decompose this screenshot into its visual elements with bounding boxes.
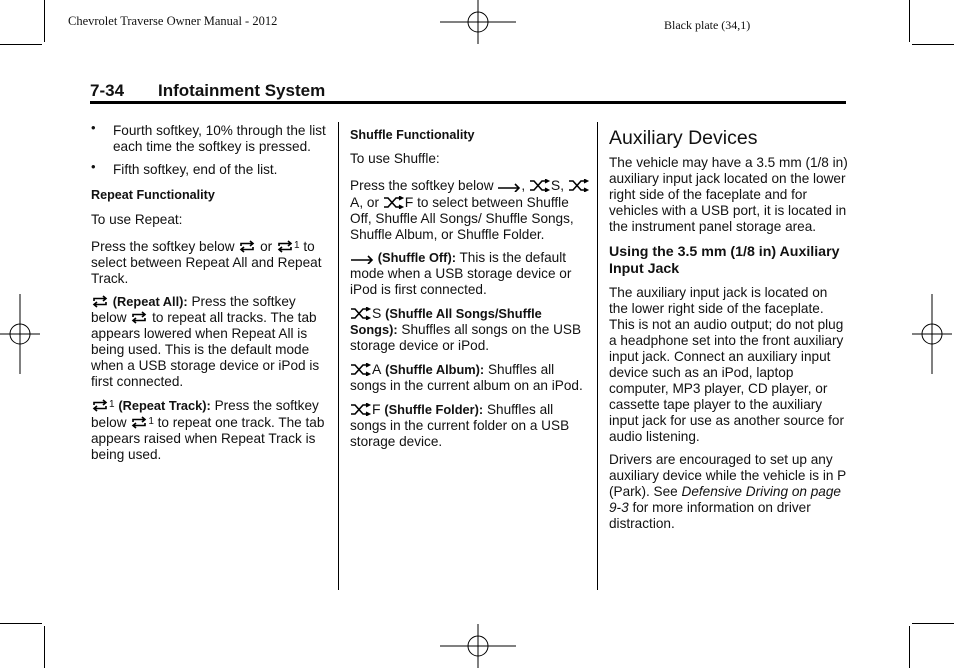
- repeat-icon: [91, 295, 109, 308]
- shuffle-album-icon: [568, 179, 590, 192]
- shuffle-off-icon: [350, 251, 374, 264]
- repeat-track-paragraph: $^1$ (Repeat Track): Press the softkey below $^1$ to repeat one track. The tab appears raised when Repeat Track is being used.: [91, 398, 325, 462]
- auxiliary-jack-heading: Using the 3.5 mm (1/8 in) Auxiliary Input Jack: [609, 244, 840, 277]
- column-2: [350, 127, 590, 450]
- shuffle-songs-icon: [529, 179, 551, 192]
- shuffle-intro: To use Shuffle:: [350, 151, 440, 166]
- shuffle-songs-icon: [350, 307, 372, 320]
- crop-mark: [912, 44, 954, 45]
- plate-label: Black plate (34,1): [664, 18, 751, 32]
- driver-paragraph: Drivers are encouraged to set up any auxiliary device while the vehicle is in P (Park). See Defensive Driving on page 9-3 for more information on driver distraction.: [609, 452, 847, 531]
- shuffle-folder-icon: [383, 196, 405, 209]
- column-divider: [597, 122, 598, 590]
- shuffle-album-paragraph: A (Shuffle Album): Shuffles all songs in the current album on an iPod.: [350, 361, 583, 393]
- repeat-one-icon: [91, 399, 109, 412]
- column-1: [91, 120, 327, 463]
- crop-mark: [912, 623, 954, 624]
- repeat-one-icon: [276, 240, 294, 253]
- column-3: [609, 127, 849, 532]
- shuffle-album-icon: [350, 363, 372, 376]
- crop-mark: [0, 623, 42, 624]
- auxiliary-devices-title: Auxiliary Devices: [609, 127, 758, 149]
- crop-mark: [0, 44, 42, 45]
- crop-mark: [909, 626, 910, 668]
- repeat-heading: Repeat Functionality: [91, 188, 215, 202]
- repeat-icon: [130, 311, 148, 324]
- shuffle-all-paragraph: S (Shuffle All Songs/Shuffle Songs): Shuffles all songs on the USB storage device or iPod.: [350, 305, 582, 353]
- cross-reference-link[interactable]: Defensive Driving on page 9-3: [609, 484, 841, 515]
- manual-title: Chevrolet Traverse Owner Manual - 2012: [68, 14, 278, 28]
- crop-mark: [909, 0, 910, 42]
- repeat-icon: [238, 240, 256, 253]
- shuffle-off-paragraph: (Shuffle Off): This is the default mode when a USB storage device or iPod is first connected.: [350, 250, 572, 297]
- section-title: Infotainment System: [158, 81, 326, 100]
- registration-mark-bottom: [440, 624, 516, 668]
- repeat-all-paragraph: (Repeat All): Press the softkey below to repeat all tracks. The tab appears lowered when Repeat All is being used. This is the default mode when a USB storage device or iPod is first connected.: [91, 294, 320, 389]
- crop-mark: [44, 626, 45, 668]
- repeat-intro: To use Repeat:: [91, 212, 183, 227]
- list-item: • Fifth softkey, end of the list.: [91, 159, 278, 177]
- column-divider: [338, 122, 339, 590]
- shuffle-heading: Shuffle Functionality: [350, 128, 475, 142]
- page-number: 7-34: [90, 81, 125, 100]
- auxiliary-jack-paragraph: The auxiliary input jack is located on the lower right side of the faceplate. This is not an audio output; do not plug a headphone set into the front auxiliary input jack. Connect an auxiliary input device such as an iPod, laptop computer, MP3 player, CD player, or cassette tape player to the auxiliary input jack for use as another source for audio listening.: [609, 285, 844, 444]
- shuffle-off-icon: [497, 179, 521, 192]
- repeat-paragraph: Press the softkey below or $^1$ to select between Repeat All and Repeat Track.: [91, 239, 322, 286]
- registration-mark-right: [912, 294, 952, 374]
- repeat-one-icon: [130, 416, 148, 429]
- registration-mark-top: [440, 0, 516, 44]
- list-item: • Fourth softkey, 10% through the list each time the softkey is pressed.: [91, 120, 326, 154]
- section-rule: [90, 101, 846, 104]
- shuffle-folder-icon: [350, 403, 372, 416]
- registration-mark-left: [0, 294, 40, 374]
- auxiliary-intro: The vehicle may have a 3.5 mm (1/8 in) auxiliary input jack located on the lower right side of the faceplate and for vehicles with a USB port, it is located in the instrument panel storage area.: [609, 155, 848, 234]
- shuffle-folder-paragraph: F (Shuffle Folder): Shuffles all songs in the current folder on a USB storage device.: [350, 401, 570, 449]
- shuffle-paragraph: Press the softkey below , S, A, or F to select between Shuffle Off, Shuffle All Songs/ Shuffle Songs, Shuffle Album, or Shuffle Folder.: [350, 177, 590, 243]
- crop-mark: [44, 0, 45, 42]
